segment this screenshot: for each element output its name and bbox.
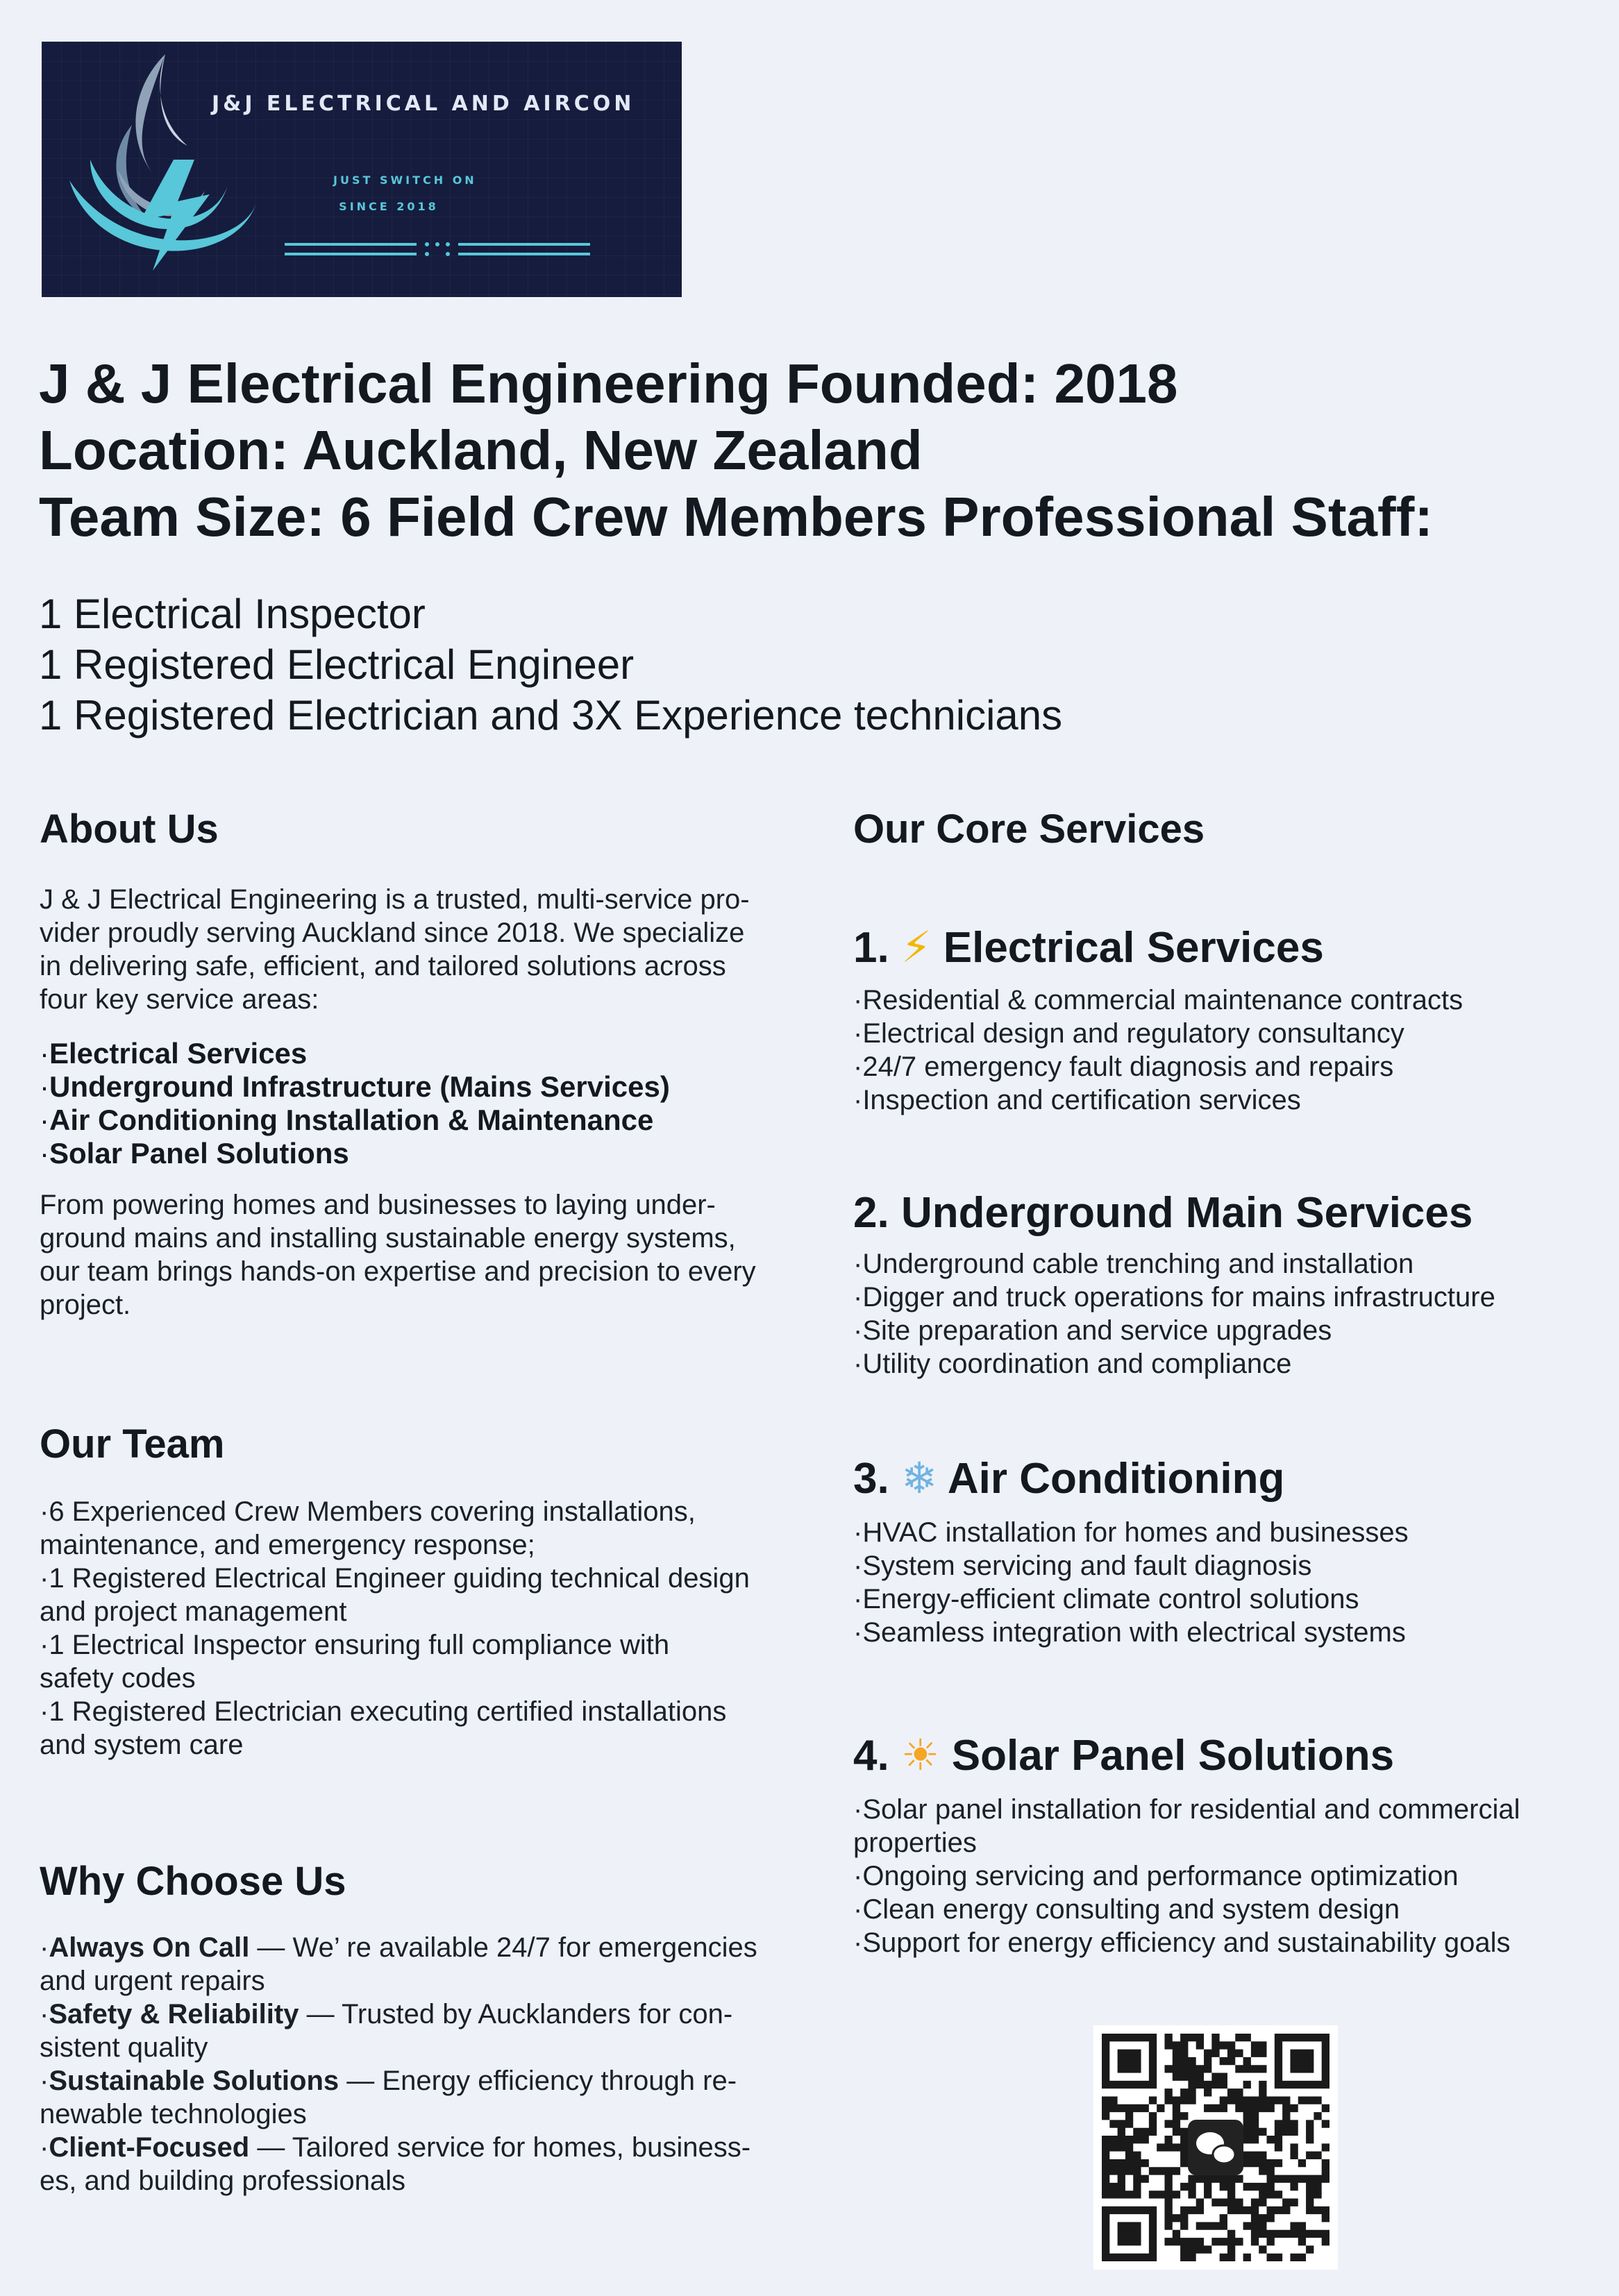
wechat-bubble-small <box>1213 2145 1235 2163</box>
list-item: ·24/7 emergency fault diagnosis and repairs <box>853 1052 1394 1082</box>
qr-finder-center <box>1118 2222 1141 2245</box>
text-line: From powering homes and businesses to laying under- <box>40 1190 716 1220</box>
service-electrical <box>853 922 1603 1117</box>
lightning-icon: ⚡ <box>900 922 932 972</box>
staff-item: 1 Registered Electrical Engineer <box>39 641 635 688</box>
text-line: ·6 Experienced Crew Members covering installations, <box>40 1496 696 1527</box>
text-line: maintenance, and emergency response; <box>40 1530 535 1560</box>
why-item: ·Sustainable Solutions — Energy efficiency through re- <box>40 2066 737 2096</box>
why-item-cont: es, and building professionals <box>40 2166 406 2196</box>
list-item: ·Energy-efficient climate control solutions <box>853 1584 1359 1614</box>
services-heading: Our Core Services <box>853 807 1205 852</box>
service-list <box>853 984 1603 1117</box>
text-line: and system care <box>40 1730 244 1760</box>
logo-divider <box>285 237 646 265</box>
text-line: four key service areas: <box>40 984 319 1015</box>
headline-line-3: Team Size: 6 Field Crew Members Professional Staff: <box>39 486 1433 548</box>
why-item-cont: newable technologies <box>40 2099 307 2129</box>
why-item: ·Always On Call — We’ re available 24/7 for emergencies <box>40 1932 757 1963</box>
service-title: 4. ☀ Solar Panel Solutions <box>853 1730 1395 1780</box>
about-intro <box>40 883 803 1016</box>
list-item: ·Site preparation and service upgrades <box>853 1315 1332 1346</box>
text-line: project. <box>40 1290 131 1320</box>
staff-item: 1 Electrical Inspector <box>39 591 426 637</box>
logo-company-name: J&J ELECTRICAL AND AIRCON <box>212 92 635 116</box>
service-list <box>853 1247 1603 1381</box>
list-item: ·Air Conditioning Installation & Maintenance <box>40 1104 654 1136</box>
qr-code-pattern <box>1093 2025 1338 2270</box>
text-line: safety codes <box>40 1663 196 1694</box>
about-heading: About Us <box>40 807 219 852</box>
staff-item: 1 Registered Electrician and 3X Experience technicians <box>39 692 1063 738</box>
text-line: ground mains and installing sustainable energy systems, <box>40 1223 736 1253</box>
text-line: in delivering safe, efficient, and tailored solutions across <box>40 951 726 981</box>
list-item: ·Clean energy consulting and system design <box>853 1894 1400 1925</box>
team-list <box>40 1495 803 1762</box>
text-line: vider proudly serving Auckland since 2018. We specialize <box>40 918 745 948</box>
service-title: 2. Underground Main Services <box>853 1189 1473 1237</box>
why-heading: Why Choose Us <box>40 1859 346 1904</box>
service-list <box>853 1516 1603 1649</box>
list-item: ·Ongoing servicing and performance optimization <box>853 1861 1459 1891</box>
company-logo <box>42 42 682 297</box>
text-line: ·1 Electrical Inspector ensuring full compliance with <box>40 1630 670 1660</box>
service-areas-list <box>40 1037 803 1170</box>
service-list <box>853 1793 1603 1959</box>
list-item: ·Utility coordination and compliance <box>853 1349 1292 1379</box>
service-solar <box>853 1730 1603 1959</box>
snowflake-icon: ❄ <box>900 1453 937 1503</box>
list-item: ·HVAC installation for homes and businesses <box>853 1517 1409 1548</box>
headline-line-1: J & J Electrical Engineering Founded: 2018 <box>39 353 1178 414</box>
list-item: ·Digger and truck operations for mains infrastructure <box>853 1282 1495 1312</box>
wechat-qr-code[interactable] <box>1093 2025 1338 2270</box>
about-closing <box>40 1188 803 1322</box>
list-item: properties <box>853 1827 977 1858</box>
list-item: ·Solar panel installation for residential and commercial <box>853 1794 1520 1825</box>
right-column <box>853 805 1603 1959</box>
why-item-cont: sistent quality <box>40 2032 208 2063</box>
service-air-conditioning <box>853 1453 1603 1649</box>
list-item: ·Electrical design and regulatory consultancy <box>853 1018 1404 1049</box>
list-item: ·Underground cable trenching and installation <box>853 1249 1414 1279</box>
list-item: ·Seamless integration with electrical systems <box>853 1617 1406 1648</box>
service-underground <box>853 1188 1603 1381</box>
why-item: ·Safety & Reliability — Trusted by Aucklanders for con- <box>40 1999 733 2029</box>
text-line: J & J Electrical Engineering is a trusted, multi-service pro- <box>40 884 750 915</box>
list-item: ·Underground Infrastructure (Mains Services) <box>40 1070 670 1103</box>
text-line: our team brings hands-on expertise and precision to every <box>40 1256 756 1287</box>
text-line: ·1 Registered Electrical Engineer guiding technical design <box>40 1563 750 1594</box>
company-overview-headline <box>39 351 1580 550</box>
text-line: ·1 Registered Electrician executing certified installations <box>40 1696 727 1727</box>
why-item-cont: and urgent repairs <box>40 1966 265 1996</box>
why-item: ·Client-Focused — Tailored service for homes, business- <box>40 2132 751 2163</box>
qr-finder-center <box>1290 2050 1314 2073</box>
team-heading: Our Team <box>40 1421 225 1467</box>
list-item: ·Inspection and certification services <box>853 1085 1301 1115</box>
headline-line-2: Location: Auckland, New Zealand <box>39 419 923 481</box>
service-title: 1. ⚡ Electrical Services <box>853 922 1324 972</box>
service-title: 3. ❄ Air Conditioning <box>853 1453 1285 1503</box>
lightning-flame-icon <box>49 42 271 297</box>
list-item: ·Residential & commercial maintenance contracts <box>853 985 1463 1015</box>
logo-tagline: JUST SWITCH ON <box>333 174 477 187</box>
sun-icon: ☀ <box>900 1730 940 1780</box>
list-item: ·Electrical Services <box>40 1037 308 1070</box>
qr-finder-center <box>1118 2050 1141 2073</box>
professional-staff-list <box>39 589 1062 741</box>
list-item: ·System servicing and fault diagnosis <box>853 1551 1312 1581</box>
text-line: and project management <box>40 1596 347 1627</box>
logo-since: SINCE 2018 <box>339 200 439 213</box>
left-column <box>40 805 803 2197</box>
list-item: ·Solar Panel Solutions <box>40 1137 349 1170</box>
list-item: ·Support for energy efficiency and sustainability goals <box>853 1927 1511 1958</box>
why-list <box>40 1931 803 2197</box>
